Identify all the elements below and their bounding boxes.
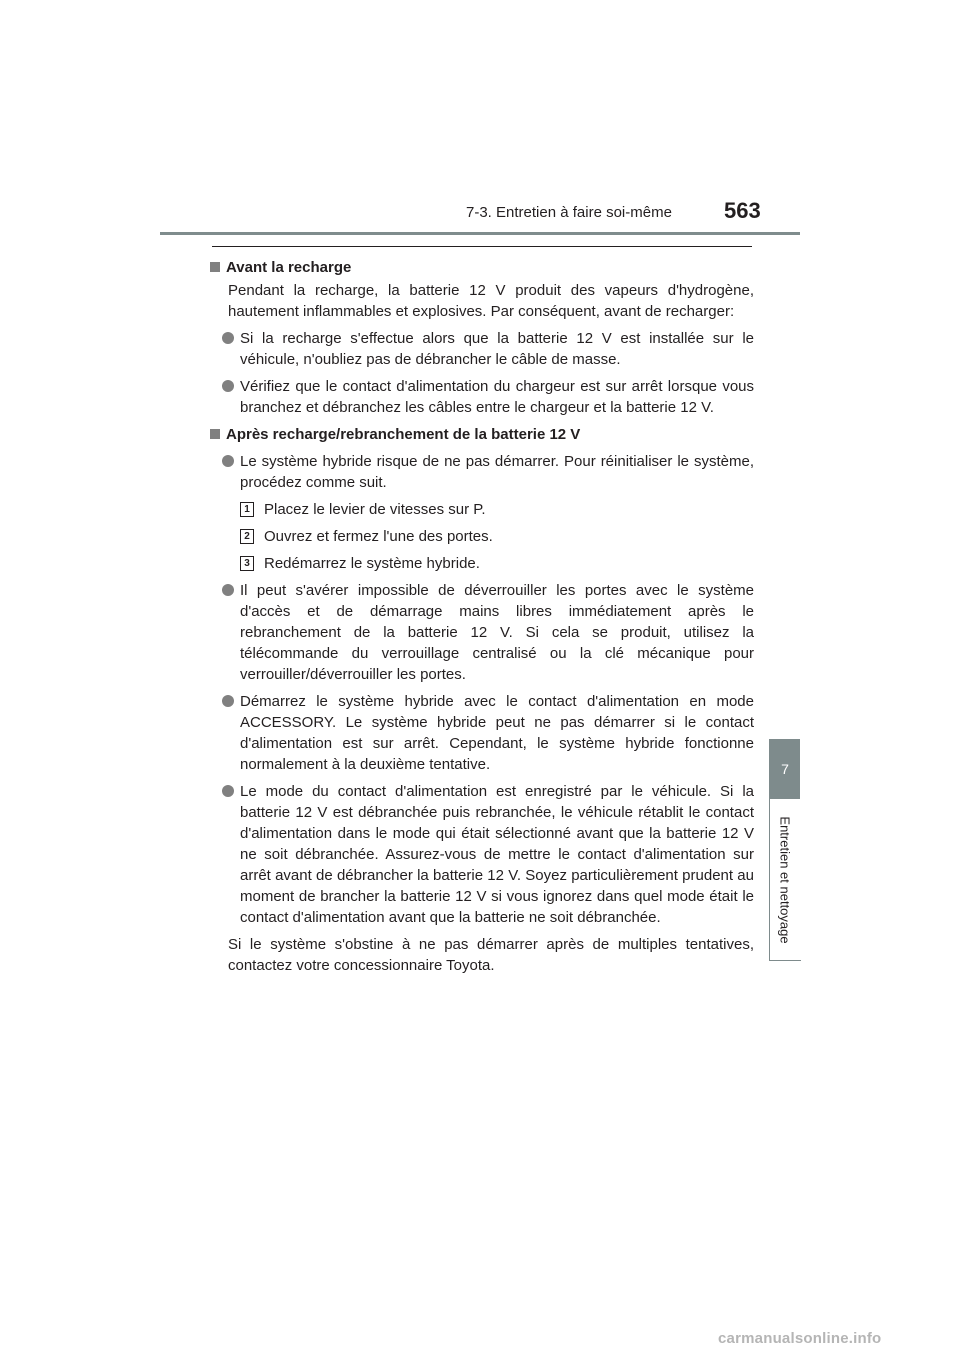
step-text: Redémarrez le système hybride. — [264, 555, 480, 572]
header-divider — [160, 232, 800, 235]
step-text: Ouvrez et fermez l'une des portes. — [264, 528, 493, 545]
chapter-number-tab: 7 — [770, 739, 800, 799]
list-item — [222, 691, 754, 775]
step-text: Placez le levier de vitesses sur P. — [264, 501, 486, 518]
list-item-text: Il peut s'avérer impossible de déverrouiller les portes avec le système d'accès et de démarrage mains libres immédiatement après le rebranchement de la batterie 12 V. Si cela se produit, utilisez la télécommande du verrouillage centralisé ou la clé mécanique pour verrouiller/déverrouiller les portes. — [240, 582, 754, 683]
round-bullet-icon — [222, 332, 234, 344]
list-item — [222, 580, 754, 685]
page-header — [0, 0, 960, 240]
section-heading-text: Après recharge/rebranchement de la batterie 12 V — [226, 426, 581, 443]
list-item-text: Le mode du contact d'alimentation est enregistré par le véhicule. Si la batterie 12 V est débranchée puis rebranchée, le véhicule rétablit le contact d'alimentation dans le mode qui était sélectionné avant que la batterie 12 V ne soit débranchée. Assurez-vous de mettre le contact d'alimentation sur arrêt avant de débrancher la batterie 12 V. Soyez particulièrement prudent au moment de brancher la batterie 12 V si vous ignorez dans quel mode était le contact d'alimentation avant que la batterie ne soit débranchée. — [240, 783, 754, 926]
step-number-icon: 3 — [240, 556, 254, 571]
page-number: 563 — [724, 198, 761, 223]
round-bullet-icon — [222, 584, 234, 596]
round-bullet-icon — [222, 785, 234, 797]
watermark-link[interactable]: carmanualsonline.info — [718, 1330, 882, 1347]
list-item-text: Si la recharge s'effectue alors que la batterie 12 V est installée sur le véhicule, n'oubliez pas de débrancher le câble de masse. — [240, 330, 754, 368]
step-item — [240, 499, 754, 520]
list-item — [222, 376, 754, 418]
section-heading-text: Avant la recharge — [226, 259, 352, 276]
square-bullet-icon — [210, 429, 220, 439]
list-item — [222, 328, 754, 370]
list-item — [222, 451, 754, 493]
section-heading — [210, 257, 754, 278]
closing-paragraph: Si le système s'obstine à ne pas démarrer après de multiples tentatives, contactez votre concessionnaire Toyota. — [228, 936, 754, 974]
section-title: 7-3. Entretien à faire soi-même — [466, 204, 672, 221]
step-number-icon: 1 — [240, 502, 254, 517]
list-item-text: Vérifiez que le contact d'alimentation du chargeur est sur arrêt lorsque vous branchez et débranchez les câbles entre le chargeur et la batterie 12 V. — [240, 378, 754, 416]
round-bullet-icon — [222, 695, 234, 707]
list-item — [222, 781, 754, 928]
square-bullet-icon — [210, 262, 220, 272]
section-heading — [210, 424, 754, 445]
chapter-title-tab — [770, 800, 800, 960]
paragraph: Pendant la recharge, la batterie 12 V produit des vapeurs d'hydrogène, hautement inflammables et explosives. Par conséquent, avant de recharger: — [228, 282, 754, 320]
round-bullet-icon — [222, 380, 234, 392]
page-content — [210, 246, 754, 976]
content-top-rule — [212, 246, 752, 247]
list-item-text: Démarrez le système hybride avec le contact d'alimentation en mode ACCESSORY. Le système hybride peut ne pas démarrer si le contact d'alimentation est sur arrêt. Cependant, le système hybride fonctionne normalement à la deuxième tentative. — [240, 693, 754, 773]
list-item-text: Le système hybride risque de ne pas démarrer. Pour réinitialiser le système, procédez comme suit. — [240, 453, 754, 491]
step-item — [240, 553, 754, 574]
round-bullet-icon — [222, 455, 234, 467]
side-tab-border-bottom — [769, 960, 801, 961]
chapter-title: Entretien et nettoyage — [777, 816, 793, 944]
step-number-icon: 2 — [240, 529, 254, 544]
step-item — [240, 526, 754, 547]
